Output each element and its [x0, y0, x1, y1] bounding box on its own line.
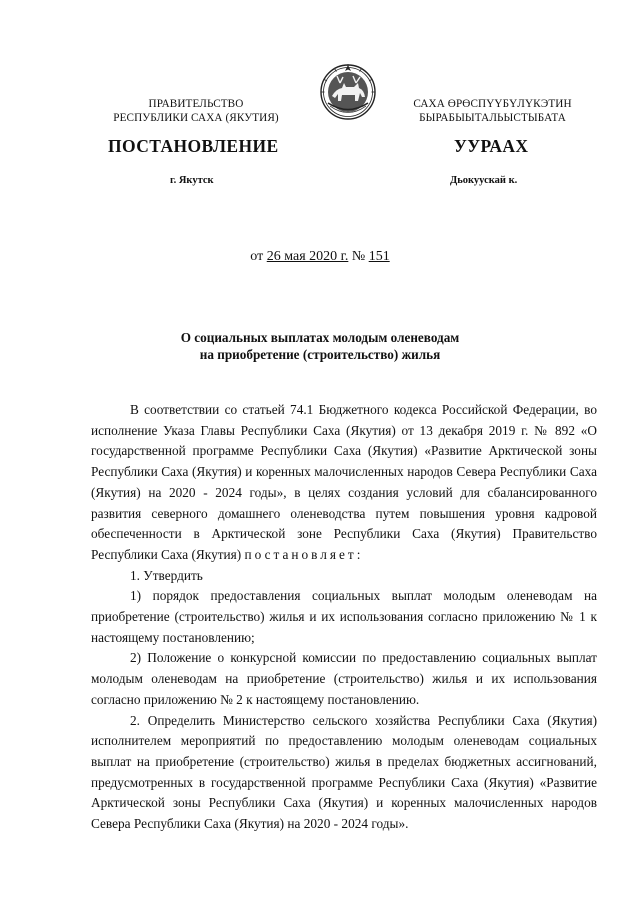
issuer-right-line1: САХА ӨРӨСПҮҮБҮЛҮКЭТИН — [413, 98, 572, 110]
issuer-left — [96, 97, 296, 125]
document-type-russian: ПОСТАНОВЛЕНИЕ — [108, 136, 279, 156]
item-1: 1. Утвердить — [130, 567, 203, 583]
issuer-left-line2: РЕСПУБЛИКИ САХА (ЯКУТИЯ) — [113, 112, 279, 124]
item-1-2: 2) Положение о конкурсной комиссии по предоставлению социальных выплат молодым оленеводам на приобретение (строительство) жилья и их использования согласно приложению № 2 к настоящему постановлению. — [91, 650, 597, 707]
preamble-text: В соответствии со статьей 74.1 Бюджетного кодекса Российской Федерации, во исполнение Указа Главы Республики Саха (Якутия) от 13 декабря 2019 г. № 892 «О государственной программе Республики Саха (Якутия) «Развитие Арктической зоны Республики Саха (Якутия) и коренных малочисленных народов Севера Республики Саха (Якутия) на 2020 - 2024 годы», в целях создания условий для сбалансированного развития северного домашнего оленеводства путем повышения уровня кадровой обеспеченности в Арктической зоне Республики Саха (Якутия) Правительство Республики Саха (Якутия) — [91, 402, 597, 562]
issuer-right — [380, 97, 605, 125]
dateline-prefix: от — [250, 249, 267, 264]
issuer-left-line1: ПРАВИТЕЛЬСТВО — [148, 98, 244, 110]
item-2: 2. Определить Министерство сельского хозяйства Республики Саха (Якутия) исполнителем мероприятий по предоставлению молодым оленеводам социальных выплат на приобретение (строительство) жилья в пределах бюджетных ассигнований, предусмотренных в государственной программе Республики Саха (Якутия) «Развитие Арктической зоны Республики Саха (Якутия) и коренных малочисленных народов Севера Республики Саха (Якутия) на 2020 - 2024 годы». — [91, 712, 597, 832]
document-title — [0, 330, 640, 363]
document-date: 26 мая 2020 г. — [266, 249, 349, 264]
resolves-word: постановляет: — [244, 546, 364, 562]
document-type-yakut: УУРААХ — [454, 136, 529, 156]
document-body — [91, 400, 597, 835]
city-yakut: Дьокуускай к. — [450, 175, 518, 186]
number-sign: № — [348, 249, 369, 264]
document-dateline — [0, 249, 640, 265]
title-line2: на приобретение (строительство) жилья — [199, 346, 441, 362]
item-1-1: 1) порядок предоставления социальных выплат молодым оленеводам на приобретение (строительство) жилья и их использования согласно приложению № 1 к настоящему постановлению; — [91, 588, 597, 645]
coat-of-arms-emblem — [318, 61, 378, 121]
title-line1: О социальных выплатах молодым оленеводам — [180, 330, 460, 345]
issuer-right-line2: БЫРАБЫЫТАЛЬЫСТЫБАТА — [419, 112, 566, 124]
document-number: 151 — [368, 249, 390, 264]
preamble-paragraph — [91, 400, 597, 566]
city-russian: г. Якутск — [170, 175, 214, 186]
